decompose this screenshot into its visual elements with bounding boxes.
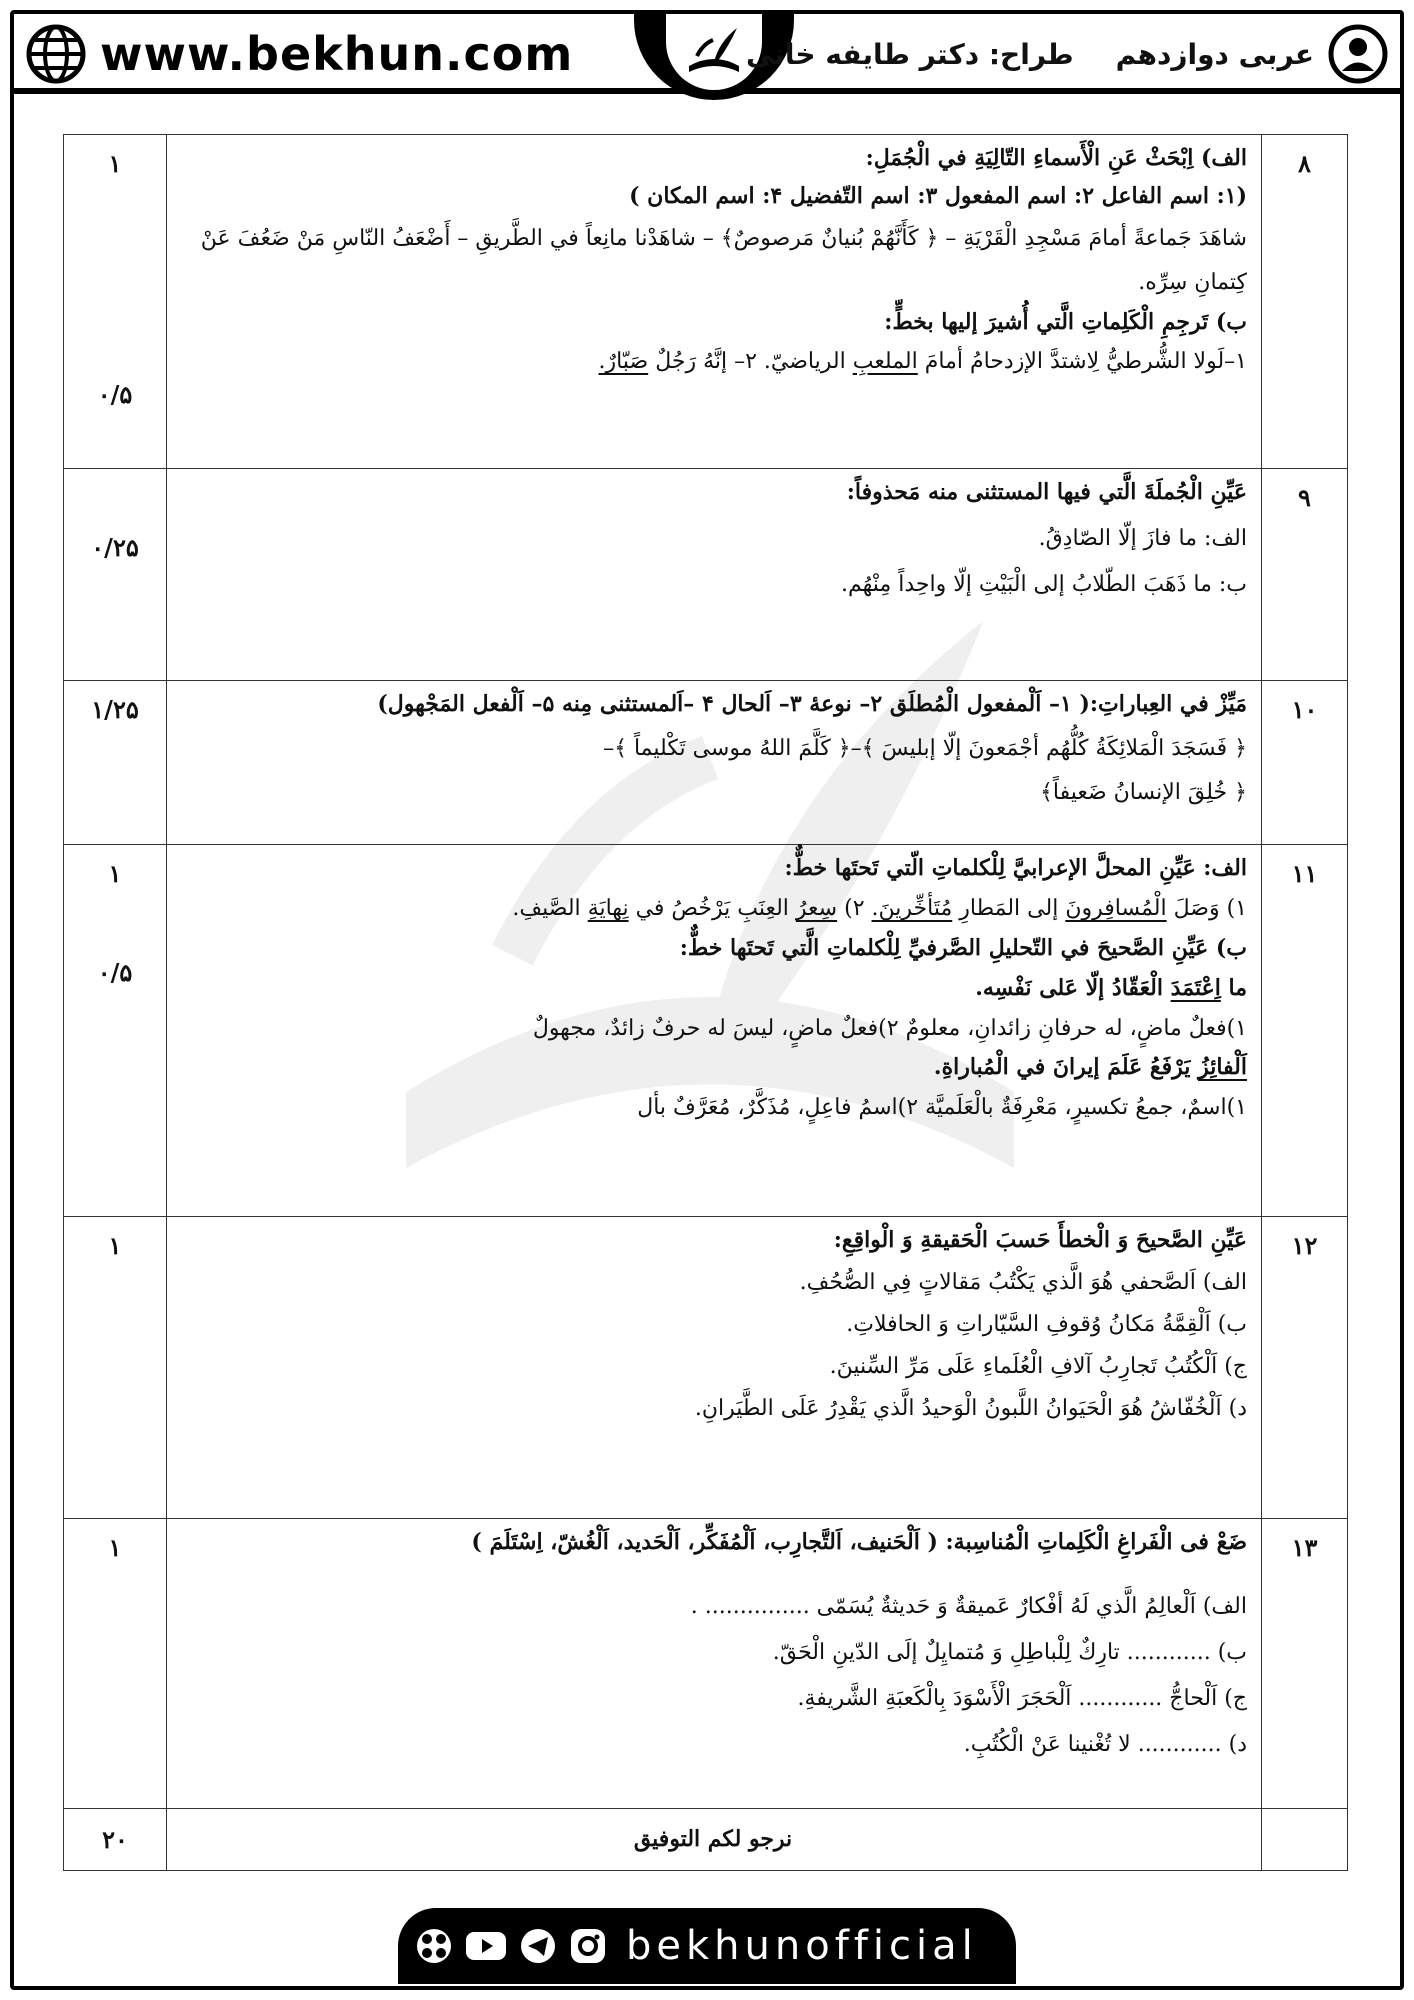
- question-line: ۱)فعلٌ ماضٍ، له حرفانِ زائدانِ، معلومٌ ۲)فعلٌ ماضٍ، ليسَ له حرفٌ زائدٌ، مجهولٌ: [532, 1015, 1247, 1041]
- exam-table: [63, 134, 1348, 1871]
- social-footer: [398, 1908, 1016, 1984]
- question-row-11: [64, 845, 1348, 1217]
- question-line: ﴿ فَسَجَدَ الْمَلائِكَةُ كُلُّهُم أجْمَعونَ إلّا إبليسَ ﴾–﴿ كَلَّمَ اللهُ موسى تَكْليماً ﴾–: [603, 735, 1247, 761]
- header-right: [746, 22, 1388, 86]
- question-number: ۱۱: [1262, 845, 1348, 1217]
- question-row-8: [64, 135, 1348, 469]
- line-part: ۲): [844, 895, 865, 921]
- page-header: [14, 14, 1400, 94]
- question-line: ضَعْ فى الْفَراغِ الْكَلِماتِ الْمُناسِبة: ( اَلْحَنيف، اَلتَّجارِب، اَلْمُفَكِّر، اَلْحَديد، اَلْغُشّ، اِسْتَلَمَ ): [471, 1529, 1247, 1555]
- question-score: [64, 135, 167, 469]
- question-score: [64, 469, 167, 681]
- score-value: ۱: [108, 1231, 122, 1260]
- question-score: [64, 681, 167, 845]
- instagram-icon[interactable]: [568, 1926, 608, 1966]
- question-number: ۸: [1262, 135, 1348, 469]
- telegram-icon[interactable]: [518, 1926, 558, 1966]
- question-row-10: [64, 681, 1348, 845]
- question-row-13: [64, 1519, 1348, 1809]
- question-body: [167, 135, 1262, 469]
- question-line: [179, 893, 1247, 925]
- aparat-icon[interactable]: [414, 1926, 454, 1966]
- question-line: مَيِّزْ في العِباراتِ:( ۱– اَلْمفعول الْمُطلَق ۲– نوعهٔ ۳– اَلحال ۴ –اَلمستثنی مِنه ۵– اَلْفعل المَجْهول): [377, 691, 1247, 717]
- question-score: [64, 1217, 167, 1519]
- underlined-word: نِهايَةِ: [587, 895, 629, 921]
- line-part: الرياضيّ. ۲– إنَّهُ رَجُلٌ: [655, 349, 846, 375]
- question-line: ب) ............ تارِكٌ لِلْباطِلِ وَ مُتمايِلٌ إلَى الدّينِ الْحَقّ.: [772, 1639, 1247, 1665]
- question-line: ج) اَلْكُتُبُ تَجارِبُ آلافِ الْعُلَماءِ عَلَى مَرِّ السِّنينَ.: [829, 1353, 1247, 1379]
- line-part: ما: [1228, 974, 1247, 1001]
- question-line: ب) اَلْقِمَّةُ مَكانُ وُقوفِ السَّيّاراتِ وَ الحافلاتِ.: [846, 1311, 1247, 1337]
- score-value: ۱: [108, 149, 122, 178]
- question-score: [64, 845, 167, 1217]
- question-line: د) ............ لا تُغْنينا عَنْ الْكُتُبِ.: [963, 1731, 1247, 1757]
- header-designer: طراح: دکتر طایفه خانی: [746, 37, 1074, 71]
- line-part: ۱–لَولا الشُّرطيُّ لِاشتدَّ الإزدحامُ أمامَ: [924, 349, 1247, 375]
- line-part: ۱) وَصَلَ: [1173, 895, 1247, 921]
- question-line: الف) اَلصَّحفي هُوَ الَّذي يَكْتُبُ مَقالاتٍ فِي الصُّحُفِ.: [799, 1269, 1247, 1295]
- question-body: [167, 1519, 1262, 1809]
- question-number: ۱۲: [1262, 1217, 1348, 1519]
- question-line: عَيِّنِ الْجُملَةَ الَّتي فيها المستثنى منه مَحذوفاً:: [846, 479, 1247, 505]
- question-line: الف) اِبْحَثْ عَنِ الْأَسماءِ التّالِيَةِ في الْجُمَلِ:: [865, 145, 1247, 171]
- question-row-12: [64, 1217, 1348, 1519]
- question-body: [167, 469, 1262, 681]
- question-number: ۱۰: [1262, 681, 1348, 845]
- total-score: ۲۰: [64, 1809, 167, 1871]
- empty-number-cell: [1262, 1809, 1348, 1871]
- line-part: الصَّيفِ.: [512, 895, 581, 921]
- underlined-word: الْمُسافِرونَ: [1065, 895, 1167, 921]
- question-row-9: [64, 469, 1348, 681]
- question-body: [167, 1217, 1262, 1519]
- underlined-word: سِعرُ: [795, 895, 838, 921]
- score-value: ۱/۲۵: [91, 695, 139, 724]
- social-handle[interactable]: bekhunofficial: [626, 1923, 978, 1969]
- question-line: عَيِّنِ الصَّحيحَ وَ الْخطأَ حَسبَ الْحَقيقةِ وَ الْواقِعِ:: [833, 1227, 1247, 1253]
- question-line: ب) تَرجِمِ الْكَلِماتِ الَّتي أُشيرَ إليها بخطٍّ:: [884, 308, 1247, 335]
- score-value: ۰/۲۵: [91, 533, 139, 562]
- question-body: [167, 845, 1262, 1217]
- book-feather-icon: [679, 22, 749, 82]
- site-url[interactable]: www.bekhun.com: [100, 27, 574, 81]
- underlined-word: الملعبِ: [852, 349, 918, 375]
- header-left: [26, 22, 573, 86]
- question-line: [179, 346, 1247, 378]
- question-line: كِتمانِ سِرِّه.: [1138, 269, 1247, 295]
- question-line: ب) عَيِّنِ الصَّحيحَ في التّحليلِ الصَّرفيِّ لِلْكلماتِ الَّتي تَحتَها خطٌّ:: [679, 934, 1247, 961]
- youtube-icon[interactable]: [464, 1926, 508, 1966]
- closing-message: نرجو لكم التوفيق: [167, 1809, 1262, 1871]
- question-line: ﴿ خُلِقَ الإنسانُ ضَعيفاً﴾: [1039, 779, 1247, 805]
- score-value: ۱: [108, 1533, 122, 1562]
- question-number: ۱۳: [1262, 1519, 1348, 1809]
- question-line: شاهَدَ جَماعةً أمامَ مَسْجِدِ الْقَرْيَةِ – ﴿ كَأَنَّهُمْ بُنيانٌ مَرصوصٌ﴾ – شاهَدْنا مانِعاً في الطَّريقِ – أَضْعَفُ النّاسِ مَنْ ضَعُفَ عَنْ: [200, 225, 1247, 251]
- globe-icon: [26, 24, 86, 84]
- header-title: عربی دوازدهم: [1115, 37, 1314, 71]
- line-part: إلى المَطارِ: [959, 895, 1059, 921]
- question-line: (۱: اسم الفاعل ۲: اسم المفعول ۳: اسم التّفضيل ۴: اسم المكان ): [629, 182, 1247, 209]
- score-value: ۰/۵: [97, 380, 133, 409]
- user-icon: [1328, 24, 1388, 84]
- underlined-word: صَبّارٌ.: [598, 349, 649, 375]
- question-line: ۱)اسمٌ، جمعُ تكسيرٍ، مَعْرِفَةٌ بالْعَلَميَّة ۲)اسمُ فاعِلٍ، مُذَكَّرٌ، مُعَرَّفٌ بأل: [637, 1095, 1247, 1121]
- question-line: الف: عَيِّنِ المحلَّ الإعرابيَّ لِلْكلماتِ الّتي تَحتَها خطٌّ:: [784, 855, 1247, 881]
- question-number: ۹: [1262, 469, 1348, 681]
- closing-row: [64, 1809, 1348, 1871]
- question-line: ب: ما ذَهَبَ الطّلابُ إلى الْبَيْتِ إلّا واحِداً مِنْهُم.: [841, 571, 1247, 597]
- line-part: الْعَقّادُ إلّا عَلى نَفْسِه.: [975, 974, 1163, 1001]
- question-line: ج) اَلْحاجُّ ............ اَلْحَجَرَ الْأَسْوَدَ بِالْكَعبَةِ الشَّريفةِ.: [797, 1685, 1247, 1711]
- underlined-word: مُتَأخِّرينَ.: [871, 895, 953, 921]
- question-line: الف: ما فازَ إلّا الصّادِقُ.: [1038, 525, 1247, 551]
- question-line: [179, 1052, 1247, 1084]
- underlined-word: اِعْتَمَدَ: [1170, 974, 1221, 1001]
- line-part: العِنَبِ يَرْخُصُ في: [635, 895, 789, 921]
- score-value: ۱: [108, 859, 122, 888]
- score-value: ۰/۵: [97, 958, 133, 987]
- question-line: د) اَلْخُفّاشُ هُوَ الْحَيَوانُ اللَّبونُ الْوَحيدُ الَّذي يَقْدِرُ عَلَى الطَّيَرانِ.: [694, 1395, 1247, 1421]
- question-score: [64, 1519, 167, 1809]
- line-part: يَرْفَعُ عَلَمَ إيرانَ في الْمُباراةِ.: [933, 1054, 1191, 1081]
- question-line: الف) اَلْعالِمُ الَّذي لَهُ أفْكارٌ عَميقةٌ وَ حَديثةٌ يُسَمّى ............... .: [690, 1593, 1247, 1619]
- question-body: [167, 681, 1262, 845]
- question-line: [179, 973, 1247, 1005]
- underlined-word: اَلْفائِزُ: [1198, 1054, 1247, 1081]
